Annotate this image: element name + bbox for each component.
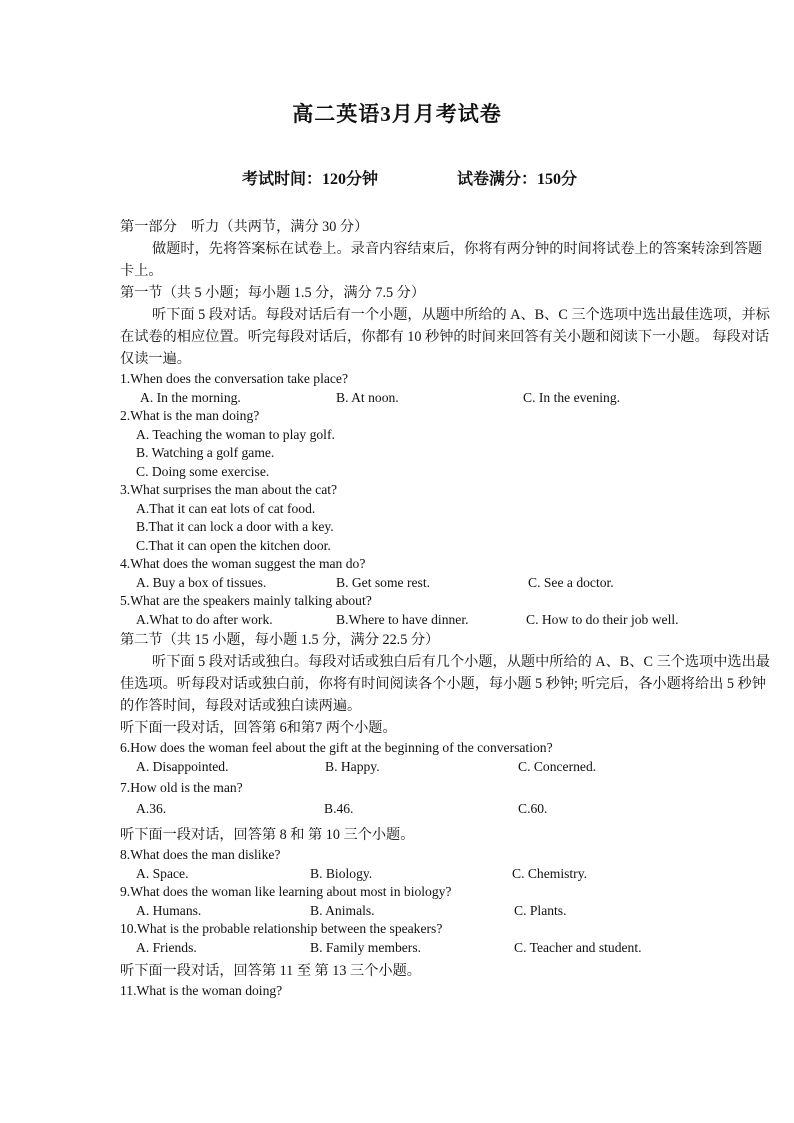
option-b: B. Animals. [310,902,375,918]
option-b: B. Happy. [325,758,380,774]
question-options [120,611,770,630]
option-c: C. Chemistry. [512,865,588,881]
part1-intro: 做题时，先将答案标在试卷上。录音内容结束后，你将有两分钟的时间将试卷上的答案转涂到答题卡上。 [120,241,763,279]
question-stem: 7.How old is the man? [120,779,243,795]
full-score: 试卷满分：150分 [457,171,578,188]
question-2 [120,407,770,481]
question-3 [120,481,770,555]
option-b: B. Get some rest. [336,574,431,590]
question-stem: 9.What does the woman like learning about most in biology? [120,884,452,899]
option-a: A. In the morning. [140,389,241,405]
question-5 [120,592,770,629]
question-stem: 4.What does the woman suggest the man do? [120,556,366,571]
option-c: C.That it can open the kitchen door. [136,537,331,553]
option-a: A. Friends. [136,939,197,955]
option-b: B.46. [324,801,354,816]
option-b: B. Family members. [310,939,422,955]
question-1 [120,370,770,407]
option-c: C. In the evening. [523,389,621,405]
question-options [120,574,770,593]
option-c: C. See a doctor. [528,574,614,590]
group3-heading: 听下面一段对话，回答第 11 至 第 13 三个小题。 [120,962,421,979]
question-stem: 6.How does the woman feel about the gift at the beginning of the conversation? [120,740,553,755]
option-c: C. Teacher and student. [514,939,642,955]
option-c: C. Doing some exercise. [136,463,270,479]
option-c: C. Concerned. [518,758,597,774]
section2-heading: 第二节（共 15 小题，每小题 1.5 分，满分 22.5 分） [120,632,440,648]
question-options [120,389,770,408]
option-a: A. Teaching the woman to play golf. [136,426,335,442]
section2-intro: 听下面 5 段对话或独白。每段对话或独白后有几个小题，从题中所给的 A、B、C 三个选项中选出最佳选项。听每段对话或独白前，你将有时间阅读各个小题，每小题 5 秒钟; 听完后，各小题将给出 5 秒钟的作答时间，每段对话或独白读两遍。 [120,654,770,714]
question-9 [120,883,770,920]
question-options [120,939,770,960]
question-stem: 11.What is the woman doing? [120,982,283,998]
option-c: C. How to do their job well. [526,611,679,627]
question-options [120,758,770,779]
option-b: B. Watching a golf game. [136,445,275,460]
option-a: A. Space. [136,865,189,881]
question-6 [120,739,770,779]
option-a: A. Disappointed. [136,758,229,774]
question-10 [120,920,770,960]
page-title: 高二英语3月月考试卷 [292,102,502,126]
exam-content [120,216,770,1000]
question-11 [120,982,770,1001]
question-stem: 10.What is the probable relationship between the speakers? [120,921,443,936]
option-c: C. Plants. [514,902,567,918]
question-options [120,902,770,921]
question-options [120,800,770,824]
question-8 [120,846,770,883]
exam-time: 考试时间：120分钟 [242,171,379,188]
option-b: B.That it can lock a door with a key. [136,519,334,534]
option-b: B.Where to have dinner. [336,611,469,627]
option-a: A.36. [136,801,167,816]
question-options [120,865,770,884]
option-b: B. At noon. [336,389,399,405]
question-stem: 2.What is the man doing? [120,408,260,423]
question-stem: 1.When does the conversation take place? [120,371,348,386]
section1-heading: 第一节（共 5 小题；每小题 1.5 分，满分 7.5 分） [120,285,426,301]
question-4 [120,555,770,592]
option-a: A. Humans. [136,902,202,918]
question-stem: 5.What are the speakers mainly talking about? [120,593,372,608]
question-7 [120,779,770,825]
option-a: A.That it can eat lots of cat food. [136,500,316,516]
part1-heading: 第一部分 听力（共两节，满分 30 分） [120,219,369,235]
section1-intro: 听下面 5 段对话。每段对话后有一个小题，从题中所给的 A、B、C 三个选项中选出最佳选项，并标在试卷的相应位置。听完每段对话后，你都有 10 秒钟的时间来回答有关小题和阅读下一小题。 每段对话仅读一遍。 [120,307,770,367]
option-b: B. Biology. [310,865,373,881]
question-stem: 8.What does the man dislike? [120,847,281,862]
group2-heading: 听下面一段对话，回答第 8 和 第 10 三个小题。 [120,827,415,843]
group1-heading: 听下面一段对话，回答第 6和第7 两个小题。 [120,720,397,736]
option-a: A.What to do after work. [136,611,273,627]
question-stem: 3.What surprises the man about the cat? [120,482,338,497]
option-a: A. Buy a box of tissues. [136,574,267,590]
option-c: C.60. [518,801,548,816]
